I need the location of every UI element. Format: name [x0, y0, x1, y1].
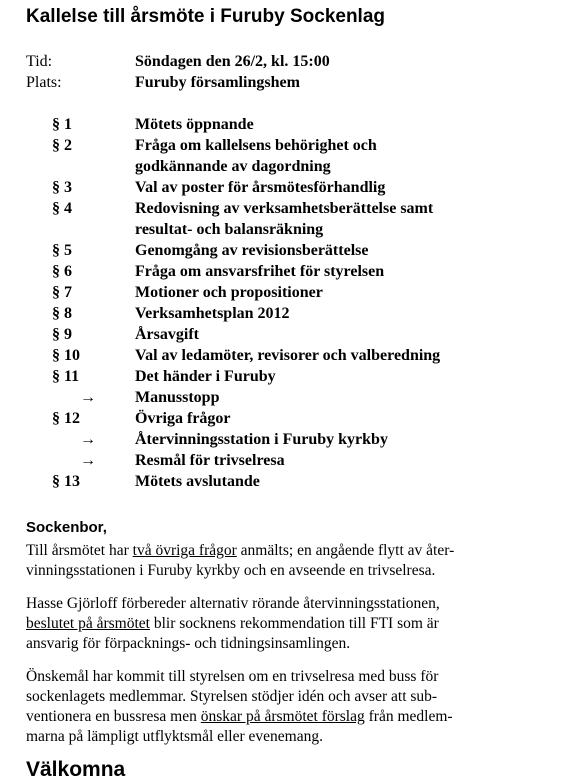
agenda-number: § 2	[52, 137, 72, 154]
underlined-text: beslutet på årsmötet	[26, 615, 150, 632]
agenda-text-cont: resultat- och balansräkning	[135, 221, 324, 238]
arrow-right-icon: →	[80, 431, 96, 448]
agenda-item	[0, 347, 571, 368]
agenda-item	[0, 473, 571, 494]
arrow-right-icon: →	[80, 452, 96, 469]
paragraph-line: vinningsstationen i Furuby kyrkby och en avseende en trivselresa.	[26, 562, 436, 579]
agenda-item	[0, 137, 571, 179]
agenda-text: Val av ledamöter, revisorer och valberedning	[135, 347, 441, 364]
agenda-text: Mötets öppnande	[135, 116, 254, 133]
agenda-text: Manusstopp	[135, 389, 220, 406]
agenda-item	[0, 410, 571, 431]
paragraph-line: Hasse Gjörloff förbereder alternativ rörande återvinningsstationen,	[26, 595, 440, 612]
agenda-number: § 11	[52, 368, 80, 385]
text-span: ventionera en bussresa men	[26, 708, 201, 725]
paragraph-line	[26, 541, 546, 561]
agenda-list	[0, 116, 571, 494]
paragraph-line: ansvarig för förpacknings- och tidningsinsamlingen.	[26, 635, 351, 652]
agenda-text-cont: godkännande av dagordning	[135, 158, 331, 175]
arrow-right-icon: →	[80, 389, 96, 406]
agenda-item	[0, 263, 571, 284]
agenda-item	[0, 284, 571, 305]
text-span: från medlem-	[364, 708, 453, 725]
underlined-text: önskar på årsmötet förslag	[200, 708, 365, 725]
agenda-text: Övriga frågor	[135, 410, 231, 427]
closing-text: Välkomna	[26, 758, 126, 781]
agenda-item	[0, 116, 571, 137]
agenda-number: § 1	[52, 116, 72, 133]
agenda-text: Motioner och propositioner	[135, 284, 323, 301]
tid-value: Söndagen den 26/2, kl. 15:00	[135, 53, 330, 70]
agenda-text: Fråga om kallelsens behörighet och	[135, 137, 377, 154]
agenda-text: Genomgång av revisionsberättelse	[135, 242, 369, 259]
paragraph-line	[26, 614, 546, 634]
text-span: blir socknens rekommendation till FTI som är	[149, 615, 439, 632]
plats-label: Plats:	[26, 74, 62, 91]
agenda-number: § 6	[52, 263, 72, 280]
greeting: Sockenbor,	[26, 519, 107, 536]
agenda-number: § 9	[52, 326, 72, 343]
agenda-text: Fråga om ansvarsfrihet för styrelsen	[135, 263, 385, 280]
agenda-item	[0, 200, 571, 242]
agenda-subitem	[0, 389, 571, 410]
agenda-subitem	[0, 452, 571, 473]
agenda-item	[0, 305, 571, 326]
page-title: Kallelse till årsmöte i Furuby Sockenlag	[26, 6, 386, 27]
agenda-item	[0, 326, 571, 347]
agenda-text: Det händer i Furuby	[135, 368, 276, 385]
agenda-item	[0, 179, 571, 200]
paragraph-line: marna på lämpligt utflyktsmål eller evenemang.	[26, 728, 323, 745]
paragraph-line	[26, 707, 546, 727]
text-span: anmälts; en angående flytt av åter-	[236, 542, 455, 559]
agenda-text: Resmål för trivselresa	[135, 452, 285, 469]
paragraph-3	[26, 667, 546, 747]
text-span: Till årsmötet har	[26, 542, 133, 559]
paragraph-1	[26, 541, 546, 581]
agenda-number: § 5	[52, 242, 72, 259]
agenda-text: Redovisning av verksamhetsberättelse samt	[135, 200, 434, 217]
paragraph-line: Önskemål har kommit till styrelsen om en trivselresa med buss för	[26, 668, 439, 685]
agenda-text: Mötets avslutande	[135, 473, 260, 490]
agenda-subitem	[0, 431, 571, 452]
agenda-number: § 10	[52, 347, 80, 364]
agenda-text: Verksamhetsplan 2012	[135, 305, 290, 322]
agenda-text: Årsavgift	[135, 326, 199, 343]
agenda-item	[0, 242, 571, 263]
paragraph-2	[26, 594, 546, 654]
agenda-number: § 8	[52, 305, 72, 322]
agenda-item	[0, 368, 571, 389]
agenda-number: § 7	[52, 284, 72, 301]
agenda-number: § 4	[52, 200, 72, 217]
agenda-number: § 3	[52, 179, 72, 196]
tid-label: Tid:	[26, 53, 53, 70]
agenda-text: Val av poster för årsmötesförhandlig	[135, 179, 386, 196]
agenda-text: Återvinningsstation i Furuby kyrkby	[135, 431, 388, 448]
plats-value: Furuby församlingshem	[135, 74, 300, 91]
agenda-number: § 13	[52, 473, 80, 490]
paragraph-line: sockenlagets medlemmar. Styrelsen stödjer idén och avser att sub-	[26, 688, 438, 705]
underlined-text: två övriga frågor	[132, 542, 237, 559]
agenda-number: § 12	[52, 410, 80, 427]
